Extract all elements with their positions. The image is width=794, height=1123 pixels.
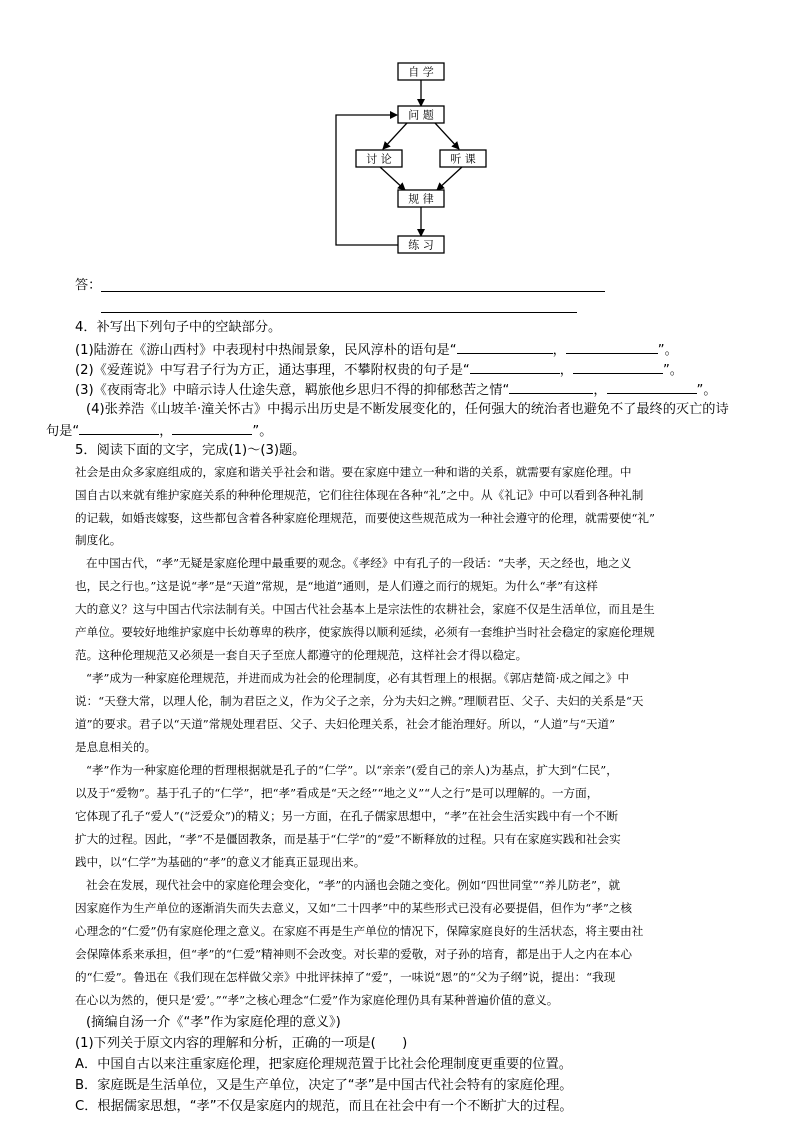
- passage-line: 在中国古代，“孝”无疑是家庭伦理中最重要的观念。《孝经》中有孔子的一段话：“夫孝，天之经也，地之义: [86, 556, 632, 570]
- sep: ，: [159, 424, 173, 439]
- arrow-tingke-guilv: [437, 167, 462, 190]
- node-tingke: [440, 150, 486, 167]
- option-b[interactable]: B．家庭既是生活单位，又是生产单位，决定了“孝”是中国古代社会特有的家庭伦理。: [75, 1078, 573, 1093]
- passage-line: 制度化。: [75, 533, 122, 547]
- passage-line: 国自古以来就有维护家庭关系的种种伦理规范，它们往往体现在各种“礼”之中。从《礼记》中可以看到各种礼制: [75, 488, 644, 502]
- blank-4-4b[interactable]: [172, 420, 252, 435]
- arrow-wenti-tingke: [435, 123, 459, 149]
- blank-4-2a[interactable]: [470, 359, 560, 374]
- blank-4-3b[interactable]: [607, 379, 697, 394]
- sep: ，: [559, 363, 573, 378]
- q4-item-2-text: (2)《爱莲说》中写君子行为方正，通达事理，不攀附权贵的句子是“: [75, 363, 470, 378]
- node-tingke-label: 听 课: [450, 152, 476, 166]
- option-c[interactable]: C．根据儒家思想，“孝”不仅是家庭内的规范，而且在社会中有一个不断扩大的过程。: [75, 1099, 573, 1114]
- passage-line: 社会在发展，现代社会中的家庭伦理会变化，“孝”的内涵也会随之变化。例如“四世同堂”“养儿防老”，就: [86, 878, 621, 892]
- answer-label: 答：: [75, 278, 102, 293]
- passage-line: 扩大的过程。因此，“孝”不是僵固教条，而是基于“仁学”的“爱”不断释放的过程。只有在家庭实践和社会实: [75, 832, 621, 846]
- q4-item-3-text: (3)《夜雨寄北》中暗示诗人仕途失意，羁旅他乡思归不得的抑郁愁苦之情“: [75, 383, 510, 398]
- option-a[interactable]: A．中国自古以来注重家庭伦理，把家庭伦理规范置于比社会伦理制度更重要的位置。: [75, 1057, 572, 1072]
- arrow-lianxi-wenti-loop: [336, 115, 399, 245]
- passage-line: 以及于“爱物”。基于孔子的“仁学”，把“孝”看成是“天之经”“地之义”“人之行”是可以理解的。一方面，: [75, 786, 599, 800]
- sep: ，: [552, 343, 566, 358]
- q5-title: 5．阅读下面的文字，完成(1)～(3)题。: [75, 443, 306, 458]
- passage-line: 因家庭作为生产单位的逐渐消失而失去意义，又如“二十四孝”中的某些形式已没有必要提倡，但作为“孝”之核: [75, 901, 633, 915]
- q4-item-3: [75, 379, 717, 401]
- blank-4-1a[interactable]: [457, 339, 553, 354]
- node-guilv: [398, 190, 444, 207]
- blank-4-3a[interactable]: [509, 379, 593, 394]
- node-guilv-label: 规 律: [408, 192, 434, 206]
- passage-line: 的“仁爱”。鲁迅在《我们现在怎样做父亲》中批评抹掉了“爱”，一味说“恩”的“父为子纲”说，提出：“我现: [75, 970, 616, 984]
- answer-line-2[interactable]: [101, 312, 577, 313]
- q4-title: 4．补写出下列句子中的空缺部分。: [75, 320, 282, 335]
- passage-line: 也，民之行也。”这是说“孝”是“天道”常规，是“地道”通则，是人们遵之而行的规矩。为什么“孝”有这样: [75, 579, 598, 593]
- passage-source: (摘编自汤一介《“孝”作为家庭伦理的意义》): [86, 1015, 341, 1030]
- arrow-wenti-taolun: [383, 123, 407, 149]
- end-quote: ”。: [696, 383, 717, 398]
- node-zixue-label: 自 学: [408, 65, 434, 79]
- q4-item-1: [75, 339, 678, 361]
- node-wenti: [398, 106, 444, 123]
- passage-line: 社会是由众多家庭组成的，家庭和谐关乎社会和谐。要在家庭中建立一种和谐的关系，就需要有家庭伦理。中: [75, 465, 632, 479]
- node-zixue: [398, 63, 444, 80]
- answer-line-1[interactable]: [101, 291, 605, 292]
- passage-line: 在心以为然的，便只是‘爱’。”“孝”之核心理念“仁爱”作为家庭伦理仍具有某种普遍价值的意义。: [75, 993, 559, 1007]
- passage-line: 心理念的“仁爱”仍有家庭伦理之意义。在家庭不再是生产单位的情况下，保障家庭良好的生活状态，将主要由社: [75, 924, 644, 938]
- passage-line: 它体现了孔子“爱人”(“泛爱众”)的精义；另一方面，在孔子儒家思想中，“孝”在社会生活实践中有一个不断: [75, 809, 619, 823]
- end-quote: ”。: [252, 424, 273, 439]
- node-taolun: [356, 150, 402, 167]
- q5-sub1-stem: (1)下列关于原文内容的理解和分析，正确的一项是( ): [75, 1036, 408, 1051]
- passage-line: 道”的要求。君子以“天道”常规处理君臣、父子、夫妇伦理关系，社会才能治理好。所以，“人道”与“天道”: [75, 717, 616, 731]
- sep: ，: [593, 383, 607, 398]
- passage-line: “孝”成为一种家庭伦理规范，并进而成为社会的伦理制度，必有其哲理上的根据。《郭店楚简·成之闻之》中: [86, 671, 630, 685]
- passage-line: 说：“天登大常，以理人伦，制为君臣之义，作为父子之亲，分为夫妇之辨。”理顺君臣、父子、夫妇的关系是“天: [75, 694, 644, 708]
- study-flowchart: [0, 0, 794, 270]
- q4-item-4-cont-text: 句是“: [46, 424, 80, 439]
- arrow-taolun-guilv: [380, 167, 405, 190]
- end-quote: ”。: [662, 363, 683, 378]
- node-lianxi: [398, 236, 444, 253]
- q4-item-4: (4)张养浩《山坡羊·潼关怀古》中揭示出历史是不断发展变化的，任何强大的统治者也避免不了最终的灭亡的诗: [86, 402, 729, 417]
- blank-4-1b[interactable]: [566, 339, 658, 354]
- node-wenti-label: 问 题: [408, 108, 434, 122]
- passage-line: 会保障体系来承担，但“孝”的“仁爱”精神则不会改变。对长辈的爱敬，对子孙的培育，都是出于人之内在本心: [75, 947, 633, 961]
- passage-line: “孝”作为一种家庭伦理的哲理根据就是孔子的“仁学”。以“亲亲”(爱自己的亲人)为基点，扩大到“仁民”，: [86, 763, 618, 777]
- end-quote: ”。: [657, 343, 678, 358]
- q4-item-2: [75, 359, 683, 381]
- node-taolun-label: 讨 论: [366, 152, 392, 166]
- passage-line: 大的意义？这与中国古代宗法制有关。中国古代社会基本上是宗法性的农耕社会，家庭不仅是生活单位，而且是生: [75, 602, 655, 616]
- blank-4-4a[interactable]: [79, 420, 159, 435]
- node-lianxi-label: 练 习: [408, 238, 434, 252]
- passage-line: 践中，以“仁学”为基础的“孝”的意义才能真正显现出来。: [75, 855, 366, 869]
- q4-item-1-text: (1)陆游在《游山西村》中表现村中热闹景象，民风淳朴的语句是“: [75, 343, 457, 358]
- passage-line: 的记载，如婚丧嫁娶，这些都包含着各种家庭伦理规范，而要使这些规范成为一种社会遵守的伦理，就需要使“礼”: [75, 511, 655, 525]
- passage-line: 是息息相关的。: [75, 740, 157, 754]
- q4-item-4-cont: [46, 420, 272, 442]
- passage-line: 范。这种伦理规范又必须是一套自天子至庶人都遵守的伦理规范，这样社会才得以稳定。: [75, 648, 528, 662]
- blank-4-2b[interactable]: [573, 359, 663, 374]
- passage-line: 产单位。要较好地维护家庭中长幼尊卑的秩序，使家族得以顺利延续，必须有一套维护当时社会稳定的家庭伦理规: [75, 625, 655, 639]
